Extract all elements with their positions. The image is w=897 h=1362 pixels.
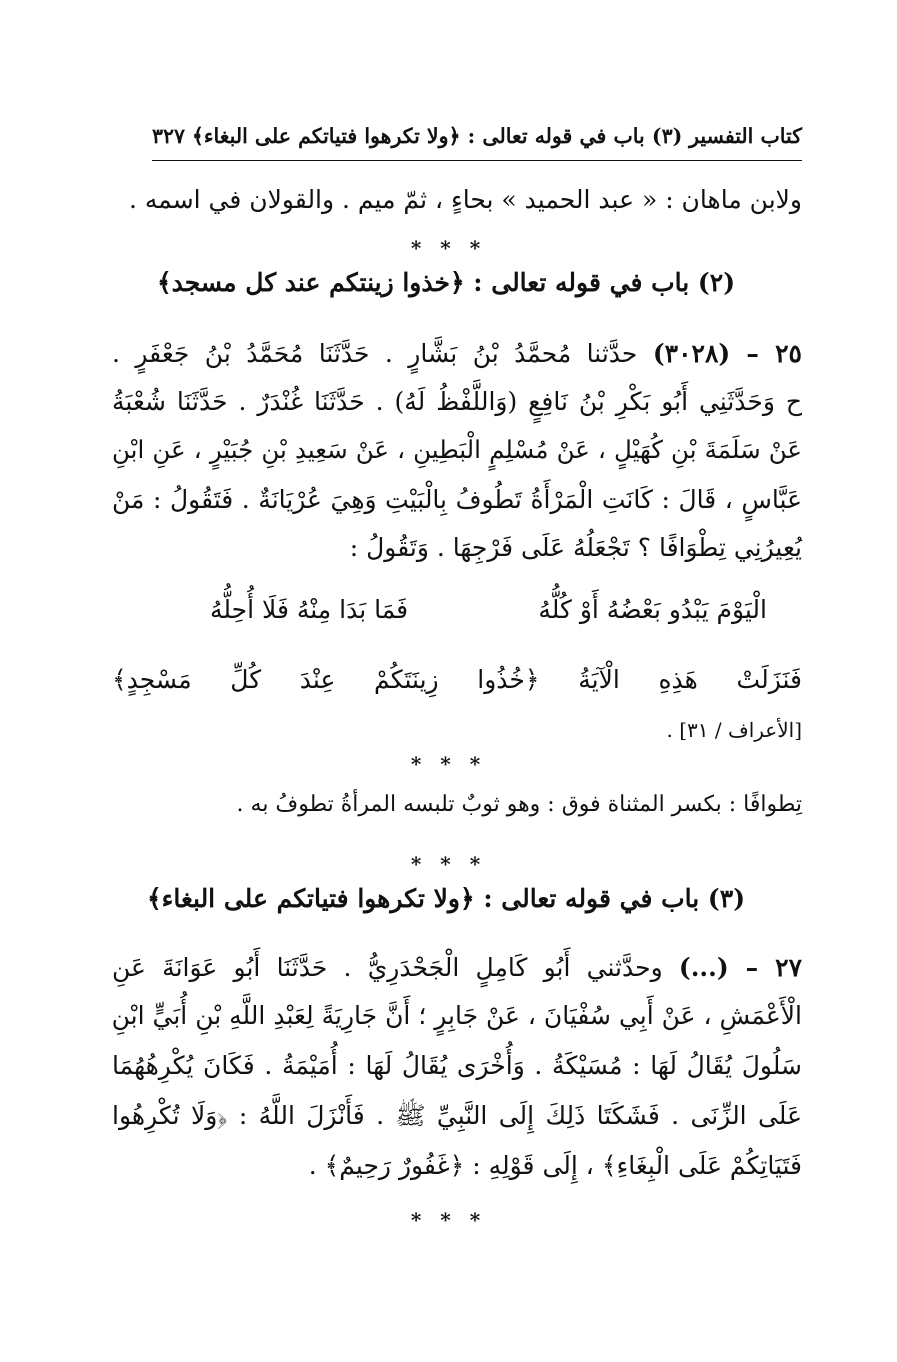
poem-verse-left: فَمَا بَدَا مِنْهُ فَلَا أُحِلُّهُ bbox=[210, 595, 409, 624]
intro-line: ولابن ماهان : « عبد الحميد » بحاءٍ ، ثمّ ميم . والقولان في اسمه . bbox=[128, 185, 802, 214]
footnote-tatwafa: تِطوافًا : بكسر المثناة فوق : وهو ثوبٌ تلبسه المرأةُ تطوفُ به . bbox=[236, 792, 802, 817]
hadith-27-line-4: عَلَى الزِّنَى . فَشَكَتَا ذَلِكَ إِلَى النَّبِيِّ ﷺ . فَأَنْزَلَ اللَّهُ : ﴿وَلَا تُكْرِهُوا bbox=[112, 1101, 802, 1130]
hadith-25-line-5: يُعِيرُنِي تِطْوَافًا ؟ تَجْعَلُهُ عَلَى فَرْجِهَا . وَتَقُولُ : bbox=[349, 533, 802, 562]
hadith-27-text-1: وحدَّثني أَبُو كَامِلٍ الْجَحْدَرِيُّ . حَدَّثَنَا أَبُو عَوَانَةَ عَنِ bbox=[112, 953, 663, 982]
hadith-25-line-4: عَبَّاسٍ ، قَالَ : كَانَتِ الْمَرْأَةُ تَطُوفُ بِالْبَيْتِ وَهِيَ عُرْيَانَةٌ . فَتَقُولُ : مَنْ bbox=[112, 485, 802, 514]
quran-reference: [الأعراف / ٣١] . bbox=[666, 718, 802, 742]
page-number: ٣٢٧ bbox=[152, 124, 186, 148]
separator-stars: * * * bbox=[410, 852, 487, 876]
hadith-25-line-2: ح وَحَدَّثَنِي أَبُو بَكْرِ بْنُ نَافِعٍ (وَاللَّفْظُ لَهُ) . حَدَّثَنَا غُنْدَرٌ . حَدَّثَنَا شُعْبَةُ bbox=[112, 387, 802, 416]
revelation-line: فَنَزَلَتْ هَذِهِ الْآيَةُ ﴿خُذُوا زِينَتَكُمْ عِنْدَ كُلِّ مَسْجِدٍ﴾ bbox=[112, 665, 802, 694]
running-header bbox=[152, 118, 802, 154]
hadith-27-number: ٢٧ – (...) bbox=[678, 953, 802, 982]
poem-verse-right: الْيَوْمَ يَبْدُو بَعْضُهُ أَوْ كُلُّهُ bbox=[538, 595, 767, 624]
hadith-25-line-1 bbox=[112, 334, 802, 374]
hadith-27-line-3: سَلُولَ يُقَالُ لَهَا : مُسَيْكَةُ . وَأُخْرَى يُقَالُ لَهَا : أُمَيْمَةُ . فَكَانَ يُكْرِهُهُمَا bbox=[112, 1051, 802, 1080]
section-3-heading: (٣) باب في قوله تعالى : ﴿ولا تكرهوا فتياتكم على البغاء﴾ bbox=[146, 884, 746, 913]
hadith-25-number: ٢٥ – (٣٠٢٨) bbox=[652, 339, 802, 368]
header-rule bbox=[152, 160, 802, 161]
hadith-25-text-1: حدَّثنا مُحمَّدُ بْنُ بَشَّارٍ . حَدَّثَنَا مُحَمَّدُ بْنُ جَعْفَرٍ . bbox=[112, 339, 638, 368]
hadith-27-line-1 bbox=[112, 948, 802, 988]
hadith-27-line-5: فَتَيَاتِكُمْ عَلَى الْبِغَاءِ﴾ ، إِلَى قَوْلِهِ : ﴿غَفُورٌ رَحِيمٌ﴾ . bbox=[308, 1151, 802, 1180]
separator-stars: * * * bbox=[410, 752, 487, 776]
hadith-27-line-2: الْأَعْمَشِ ، عَنْ أَبِي سُفْيَانَ ، عَنْ جَابِرٍ ؛ أَنَّ جَارِيَةً لِعَبْدِ اللَّهِ بْنِ أُبَيٍّ ابْنِ bbox=[111, 1001, 802, 1030]
hadith-25-line-3: عَنْ سَلَمَةَ بْنِ كُهَيْلٍ ، عَنْ مُسْلِمٍ الْبَطِينِ ، عَنْ سَعِيدِ بْنِ جُبَيْرٍ ، عَنِ ابْنِ bbox=[112, 435, 802, 464]
header-section-title: (٣) باب في قوله تعالى : ﴿ولا تكرهوا فتياتكم على البغاء﴾ bbox=[191, 124, 683, 148]
separator-stars: * * * bbox=[410, 1208, 487, 1232]
header-book-title: كتاب التفسير bbox=[689, 124, 802, 148]
section-2-heading: (٢) باب في قوله تعالى : ﴿خذوا زينتكم عند كل مسجد﴾ bbox=[156, 268, 736, 297]
separator-stars: * * * bbox=[410, 236, 487, 260]
